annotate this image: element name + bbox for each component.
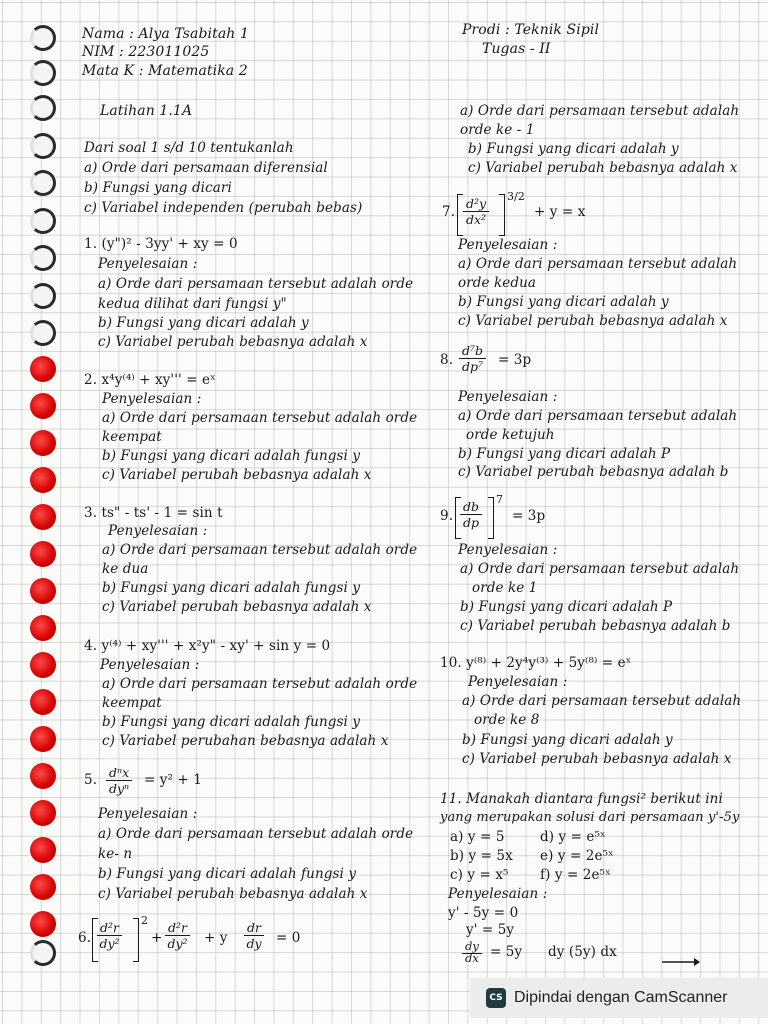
problem-11-rhs: = 5y — [490, 944, 523, 960]
binder-hole — [30, 430, 56, 456]
problem-1-line: Penyelesaian : — [98, 256, 198, 272]
problem-4-line: a) Orde dari persamaan tersebut adalah orde — [102, 676, 418, 692]
right-bracket — [488, 497, 494, 539]
problem-7-exponent: 3/2 — [507, 190, 526, 203]
problem-1-line: kedua dilihat dari fungsi y" — [98, 296, 287, 312]
problem-3-line: c) Variabel perubah bebasnya adalah x — [102, 599, 372, 615]
binder-hole — [30, 726, 56, 752]
problem-8-line: a) Orde dari persamaan tersebut adalah — [458, 408, 738, 424]
problem-2-line: b) Fungsi yang dicari adalah fungsi y — [102, 448, 361, 464]
problem-9-line: c) Variabel perubah bebasnya adalah b — [460, 618, 731, 634]
binder-hole — [30, 763, 56, 789]
header-prodi: Prodi : Teknik Sipil — [462, 22, 600, 38]
problem-9-line: b) Fungsi yang dicari adalah P — [460, 599, 673, 615]
fraction-numerator: db — [460, 499, 482, 515]
binder-hole — [30, 874, 56, 900]
arrow-right-icon — [660, 957, 700, 967]
problem-6-line: c) Variabel perubah bebasnya adalah x — [468, 160, 738, 176]
problem-8-number: 8. — [440, 352, 454, 368]
fraction-denominator: dp — [463, 515, 480, 530]
header-matkul: Mata K : Matematika 2 — [82, 63, 248, 79]
problem-10-line: a) Orde dari persamaan tersebut adalah — [462, 693, 742, 709]
fraction-denominator: dx² — [466, 212, 487, 227]
fraction-denominator: dp⁷ — [462, 359, 484, 374]
problem-8-line: orde ketujuh — [466, 427, 555, 443]
binder-hole — [30, 25, 56, 51]
problem-6-fraction-2 — [165, 920, 190, 951]
fraction-denominator: dy² — [99, 936, 120, 951]
fraction-denominator: dx — [465, 954, 479, 963]
problem-10-equation: 10. y⁽⁸⁾ + 2y⁴y⁽³⁾ + 5y⁽⁸⁾ = eˣ — [440, 655, 632, 671]
problem-3-equation: 3. ts" - ts' - 1 = sin t — [84, 505, 223, 521]
binder-hole — [30, 504, 56, 530]
binder-hole — [30, 283, 56, 309]
binder-hole — [30, 133, 56, 159]
binder-hole — [30, 170, 56, 196]
fraction-numerator: dy — [462, 939, 482, 954]
problem-11-solution: y' = 5y — [466, 922, 515, 938]
problem-9-exponent: 7 — [496, 493, 504, 506]
problem-11-option: a) y = 5 — [450, 829, 505, 845]
binder-hole — [30, 652, 56, 678]
problem-6-line: a) Orde dari persamaan tersebut adalah — [460, 103, 740, 119]
fraction-numerator: dⁿx — [106, 765, 132, 781]
problem-4-line: c) Variabel perubahan bebasnya adalah x — [102, 733, 389, 749]
header-tugas: Tugas - II — [482, 41, 551, 57]
binder-hole — [30, 208, 56, 234]
fraction-numerator: d⁷b — [459, 343, 486, 359]
footer-text: Dipindai dengan CamScanner — [514, 989, 728, 1006]
problem-11-solution: Penyelesaian : — [448, 886, 548, 902]
problem-3-line: ke dua — [102, 561, 149, 577]
binder-hole — [30, 393, 56, 419]
problem-2-line: Penyelesaian : — [102, 391, 202, 407]
problem-2-line: keempat — [102, 429, 162, 445]
camscanner-logo-icon: CS — [486, 988, 506, 1008]
problem-5-line: b) Fungsi yang dicari adalah fungsi y — [98, 866, 357, 882]
section-title: Latihan 1.1A — [100, 103, 193, 119]
binder-hole — [30, 245, 56, 271]
problem-9-number: 9. — [440, 508, 454, 524]
fraction-numerator: d²r — [165, 920, 190, 936]
camscanner-footer — [470, 978, 768, 1018]
problem-8-rhs: = 3p — [498, 352, 532, 368]
problem-4-equation: 4. y⁽⁴⁾ + xy''' + x²y" - xy' + sin y = 0 — [84, 638, 331, 654]
problem-2-line: a) Orde dari persamaan tersebut adalah orde — [102, 410, 418, 426]
problem-11-line: yang merupakan solusi dari persamaan y'-5y — [440, 810, 740, 825]
problem-3-line: a) Orde dari persamaan tersebut adalah orde — [102, 542, 418, 558]
binder-hole — [30, 356, 56, 382]
problem-9-rhs: = 3p — [512, 508, 546, 524]
binder-hole — [30, 467, 56, 493]
problem-4-line: keempat — [102, 695, 162, 711]
problem-6-plus-y: + y — [204, 930, 228, 946]
problem-7-line: orde kedua — [458, 275, 537, 291]
problem-7-line: c) Variabel perubah bebasnya adalah x — [458, 313, 728, 329]
problem-5-line: a) Orde dari persamaan tersebut adalah orde — [98, 826, 414, 842]
problem-7-rhs: + y = x — [534, 204, 586, 220]
binder-hole — [30, 911, 56, 937]
problem-8-line: Penyelesaian : — [458, 389, 558, 405]
problem-6-number: 6. — [78, 930, 92, 946]
problem-1-line: c) Variabel perubah bebasnya adalah x — [98, 334, 368, 350]
binder-hole — [30, 837, 56, 863]
problem-6-fraction-3 — [244, 920, 264, 951]
problem-7-fraction — [463, 196, 489, 227]
problem-11-fraction — [462, 939, 482, 963]
binder-hole — [30, 60, 56, 86]
problem-5-line: ke- n — [98, 846, 133, 862]
problem-9-line: orde ke 1 — [472, 580, 538, 596]
fraction-numerator: d²y — [463, 196, 489, 212]
fraction-denominator: dy² — [167, 936, 188, 951]
problem-7-line: a) Orde dari persamaan tersebut adalah — [458, 256, 738, 272]
header-nama: Nama : Alya Tsabitah 1 — [82, 26, 249, 42]
fraction-denominator: dy — [246, 936, 262, 951]
problem-10-line: Penyelesaian : — [468, 674, 568, 690]
problem-6-rhs: = 0 — [276, 930, 301, 946]
problem-8-line: c) Variabel perubah bebasnya adalah b — [458, 464, 729, 480]
problem-5-number: 5. — [84, 772, 98, 788]
problem-11-line: 11. Manakah diantara fungsi² berikut ini — [440, 791, 723, 807]
problem-11-option: b) y = 5x — [450, 848, 513, 864]
fraction-denominator: dyⁿ — [108, 781, 130, 796]
problem-11-separated: dy (5y) dx — [548, 944, 617, 960]
problem-7-line: b) Fungsi yang dicari adalah y — [458, 294, 669, 310]
problem-11-solution: y' - 5y = 0 — [448, 905, 519, 921]
problem-11-option: d) y = e⁵ˣ — [540, 829, 606, 845]
binder-hole — [30, 578, 56, 604]
binder-holes — [0, 0, 70, 1024]
binder-hole — [30, 95, 56, 121]
problem-7-line: Penyelesaian : — [458, 237, 558, 253]
problem-11-option: c) y = x⁵ — [450, 867, 509, 883]
problem-9-line: Penyelesaian : — [458, 542, 558, 558]
problem-6-fraction-1 — [97, 920, 122, 951]
intro-line: a) Orde dari persamaan diferensial — [84, 160, 328, 176]
binder-hole — [30, 320, 56, 346]
header-nim: NIM : 223011025 — [82, 44, 210, 60]
problem-6-line: b) Fungsi yang dicari adalah y — [468, 141, 679, 157]
binder-hole — [30, 615, 56, 641]
fraction-numerator: d²r — [97, 920, 122, 936]
problem-1-equation: 1. (y")² - 3yy' + xy = 0 — [84, 236, 238, 252]
problem-5-line: c) Variabel perubah bebasnya adalah x — [98, 886, 368, 902]
right-bracket — [499, 194, 505, 236]
problem-4-line: Penyelesaian : — [100, 657, 200, 673]
problem-3-line: b) Fungsi yang dicari adalah fungsi y — [102, 580, 361, 596]
problem-5-rhs: = y² + 1 — [144, 772, 202, 788]
problem-6-line: orde ke - 1 — [460, 122, 535, 138]
problem-2-line: c) Variabel perubah bebasnya adalah x — [102, 467, 372, 483]
problem-5-fraction — [106, 765, 132, 796]
problem-10-line: c) Variabel perubah bebasnya adalah x — [462, 751, 732, 767]
problem-1-line: a) Orde dari persamaan tersebut adalah orde — [98, 276, 414, 292]
problem-2-equation: 2. x⁴y⁽⁴⁾ + xy''' = eˣ — [84, 372, 216, 388]
problem-1-line: b) Fungsi yang dicari adalah y — [98, 315, 309, 331]
problem-6-plus: + — [151, 930, 163, 946]
problem-10-line: orde ke 8 — [474, 712, 540, 728]
problem-9-line: a) Orde dari persamaan tersebut adalah — [460, 561, 740, 577]
binder-hole — [30, 689, 56, 715]
problem-8-fraction — [459, 343, 486, 374]
problem-7-number: 7. — [442, 204, 456, 220]
intro-line: Dari soal 1 s/d 10 tentukanlah — [84, 140, 294, 156]
intro-line: c) Variabel independen (perubah bebas) — [84, 200, 363, 216]
problem-5-line: Penyelesaian : — [98, 806, 198, 822]
fraction-numerator: dr — [244, 920, 264, 936]
right-bracket — [133, 918, 139, 962]
problem-11-option: e) y = 2e⁵ˣ — [540, 848, 614, 864]
problem-6-exponent: 2 — [141, 914, 149, 927]
problem-8-line: b) Fungsi yang dicari adalah P — [458, 446, 671, 462]
problem-3-line: Penyelesaian : — [108, 523, 208, 539]
problem-10-line: b) Fungsi yang dicari adalah y — [462, 732, 673, 748]
binder-hole — [30, 541, 56, 567]
problem-4-line: b) Fungsi yang dicari adalah fungsi y — [102, 714, 361, 730]
problem-9-fraction — [460, 499, 482, 530]
binder-hole — [30, 800, 56, 826]
intro-line: b) Fungsi yang dicari — [84, 180, 232, 196]
binder-hole — [30, 940, 56, 966]
problem-11-option: f) y = 2e⁵ˣ — [540, 867, 611, 883]
